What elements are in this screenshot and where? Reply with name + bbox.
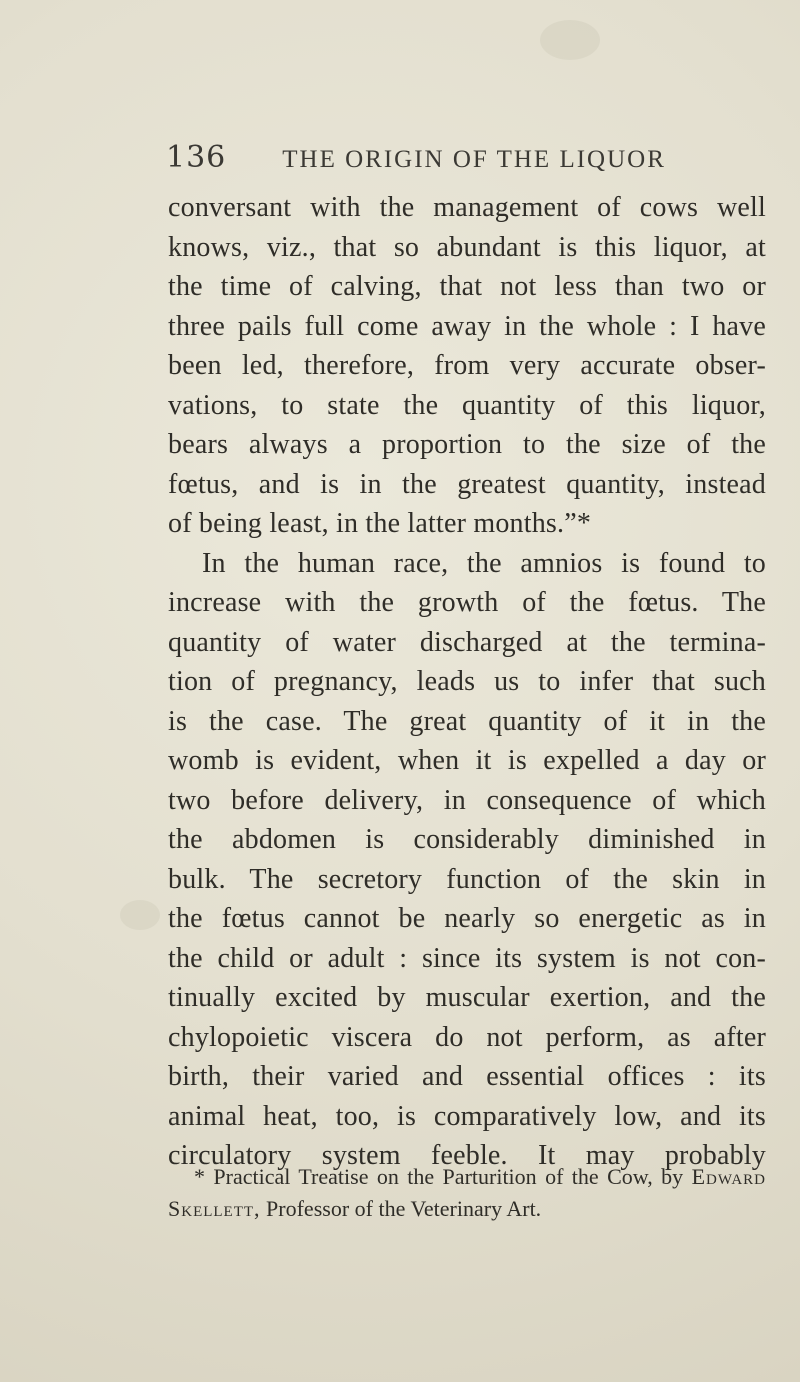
text-line: womb is evident, when it is expelled a day or xyxy=(168,745,766,776)
text-line: In the human race, the amnios is found to xyxy=(202,547,766,579)
text-line: is the case. The great quantity of it in the xyxy=(168,705,766,737)
paper-stain xyxy=(120,900,160,930)
text-line: three pails full come away in the whole : I have xyxy=(168,310,766,342)
text-line: vations, to state the quantity of this liquor, xyxy=(168,389,766,421)
text-line: the fœtus cannot be nearly so energetic as in xyxy=(168,903,766,934)
text-line: bulk. The secretory function of the skin in xyxy=(168,863,766,895)
text-line: quantity of water discharged at the termina- xyxy=(168,626,766,658)
footnote-text: Professor of the Veterinary Art. xyxy=(266,1196,542,1221)
text-line: chylopoietic viscera do not perform, as after xyxy=(168,1021,766,1053)
text-line: knows, viz., that so abundant is this liquor, at xyxy=(168,231,766,263)
text-line: circulatory system feeble. It may probably xyxy=(168,1140,766,1171)
footnote-line xyxy=(168,1161,766,1193)
text-line: two before delivery, in consequence of which xyxy=(168,784,766,816)
text-line: of being least, in the latter months.”* xyxy=(168,508,592,539)
text-line: been led, therefore, from very accurate obser- xyxy=(168,350,766,381)
page-number: 136 xyxy=(166,140,227,175)
author-name: Edward xyxy=(691,1164,767,1189)
footnote-line xyxy=(168,1193,766,1225)
text-line: tinually excited by muscular exertion, and the xyxy=(168,982,766,1013)
text-line: the abdomen is considerably diminished in xyxy=(168,824,766,855)
body-text xyxy=(168,188,766,1176)
text-line: birth, their varied and essential offices : its xyxy=(168,1061,766,1092)
text-line: animal heat, too, is comparatively low, and its xyxy=(168,1100,766,1132)
author-name: Skellett, xyxy=(168,1196,261,1221)
text-line: bears always a proportion to the size of the xyxy=(168,429,766,460)
text-line: fœtus, and is in the greatest quantity, instead xyxy=(168,468,766,500)
footnote xyxy=(168,1161,766,1225)
text-line: the child or adult : since its system is not con- xyxy=(168,942,766,974)
paper-stain xyxy=(540,20,600,60)
text-line: conversant with the management of cows well xyxy=(168,192,766,223)
footnote-text: * Practical Treatise on the Parturition of the Cow, by xyxy=(194,1164,684,1189)
text-line: the time of calving, that not less than two or xyxy=(168,271,766,302)
text-line: increase with the growth of the fœtus. The xyxy=(168,587,766,618)
running-head: THE ORIGIN OF THE LIQUOR xyxy=(282,146,666,173)
text-line: tion of pregnancy, leads us to infer that such xyxy=(168,666,766,697)
page-header xyxy=(166,140,766,180)
